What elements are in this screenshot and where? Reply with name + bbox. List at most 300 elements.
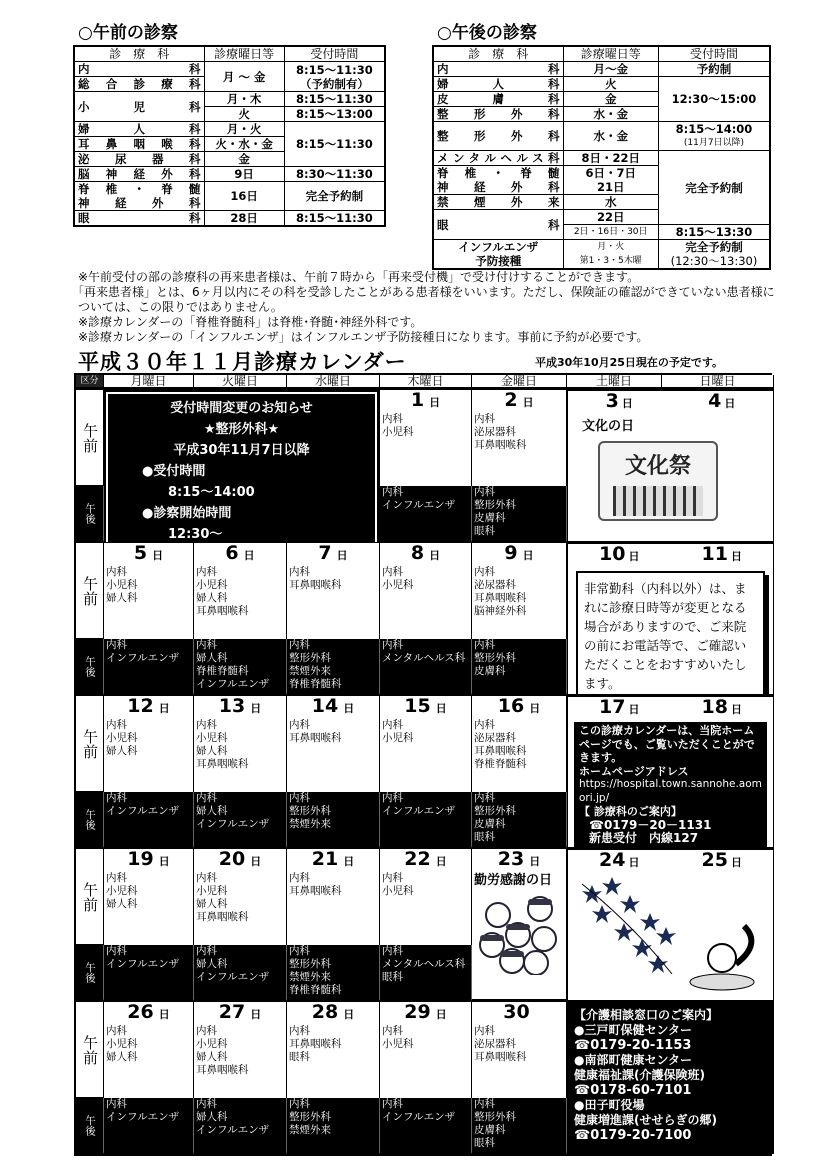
day-cell-am <box>287 695 380 792</box>
dept: 内科 <box>433 62 563 77</box>
am-department: 小児科 <box>106 579 138 591</box>
am-department: 眼科 <box>289 1051 310 1063</box>
day-number <box>289 1002 377 1025</box>
am-department: 内科 <box>289 719 310 731</box>
day-suffix: 日 <box>730 550 742 563</box>
pm-department: 脊椎脊髄科 <box>196 665 249 677</box>
am-department: 内科 <box>196 719 217 731</box>
day-cell-pm <box>472 792 567 848</box>
weekend-cell <box>567 389 774 542</box>
am-department: 耳鼻咽喉科 <box>289 1038 342 1050</box>
pm-department: インフルエンザ <box>382 805 456 817</box>
day-cell-am <box>380 848 472 945</box>
weekend-cell <box>567 848 774 1001</box>
am-department: 内科 <box>382 872 403 884</box>
day-number-value: 9 <box>504 542 518 564</box>
pm-department: インフルエンザ <box>382 499 456 511</box>
day-number <box>106 1002 191 1025</box>
day-suffix: 日 <box>435 855 447 868</box>
header-weekday: 火曜日 <box>194 375 287 389</box>
time: 8:15～13:00 <box>284 107 385 122</box>
day-cell-pm <box>104 639 194 695</box>
info-line: この診療カレンダーは、当院ホームページでも、ご覧いただくことができます。 <box>579 724 755 764</box>
am-department: 婦人科 <box>106 1051 138 1063</box>
day-number <box>474 1002 564 1025</box>
notice-callout <box>576 571 765 695</box>
am-department: 耳鼻咽喉科 <box>196 1064 249 1076</box>
info-line: ●三戸町保健センター <box>574 1023 692 1037</box>
day-number-value: 14 <box>311 695 339 717</box>
callout-text: 非常勤科（内科以外）は、まれに診療日時等が変更となる場合がありますので、ご来院の前にお電話等で、ご確認いただくことをおすすめいたします。 <box>584 581 747 691</box>
col-header: 診療曜日等 <box>204 46 284 62</box>
note: 「再来患者様」とは、6ヶ月以内にその科を受診したことがある患者様をいいます。ただし、保険証の確認ができていない患者様については、この限りではありません。 <box>72 285 775 314</box>
pm-department: 内科 <box>382 945 403 957</box>
days: 金 <box>204 152 284 167</box>
pm-department: 内科 <box>289 639 310 651</box>
pm-department: メンタルヘルス科 <box>382 958 466 970</box>
notice-box <box>104 389 380 542</box>
day-number <box>599 697 639 720</box>
day-cell-am <box>380 695 472 792</box>
day-number <box>196 696 284 719</box>
am-department: 耳鼻咽喉科 <box>474 439 527 451</box>
day-cell-pm <box>472 1098 567 1154</box>
weekend-dates <box>568 850 773 873</box>
pm-label: 午後 <box>76 1098 104 1154</box>
days: 月～金 <box>563 62 658 77</box>
day-cell-pm <box>380 1098 472 1154</box>
dept: 総合診療科 <box>74 77 204 92</box>
pm-department: 内科 <box>382 639 403 651</box>
pm-department: 内科 <box>289 1098 310 1110</box>
day-number-value: 22 <box>404 848 431 870</box>
pm-department: 皮膚科 <box>474 818 506 830</box>
am-department: 婦人科 <box>196 592 228 604</box>
days <box>563 166 658 195</box>
day-number-value: 19 <box>127 848 154 870</box>
am-department: 内科 <box>474 566 495 578</box>
day-suffix: 日 <box>250 1008 262 1021</box>
day-suffix: 日 <box>730 703 742 716</box>
pm-department: 内科 <box>196 639 217 651</box>
day-number <box>474 849 564 872</box>
culture-festival-text: 文化祭 <box>624 454 691 479</box>
am-department: 耳鼻咽喉科 <box>474 745 527 757</box>
pm-department: 整形外科 <box>289 805 331 817</box>
am-label: 午前 <box>76 1001 104 1098</box>
dept: 脳神経外科 <box>74 167 204 182</box>
pm-department: 内科 <box>196 1098 217 1110</box>
am-department: 内科 <box>382 566 403 578</box>
dept-line: 脊椎・脊髄 <box>78 182 201 196</box>
dept: 禁煙外来 <box>433 195 563 210</box>
weekend-cell <box>567 542 774 695</box>
day-number-value: 3 <box>605 390 619 412</box>
dept-line: 予防接種 <box>475 254 522 268</box>
day-cell-am <box>380 1001 472 1098</box>
days: 22日 <box>563 210 658 225</box>
dept: メンタルヘルス科 <box>433 151 563 166</box>
pm-department: 禁煙外来 <box>289 665 331 677</box>
am-department: 婦人科 <box>106 745 138 757</box>
am-department: 小児科 <box>106 732 138 744</box>
am-department: 婦人科 <box>196 1051 228 1063</box>
time: 8:15～13:30 <box>658 225 770 240</box>
day-suffix: 日 <box>158 1008 170 1021</box>
pm-department: インフルエンザ <box>196 818 270 830</box>
day-suffix: 日 <box>343 1008 355 1021</box>
pm-department: 内科 <box>474 486 495 498</box>
day-cell-am <box>104 542 194 639</box>
afternoon-schedule-table <box>432 45 771 270</box>
weekend-cell <box>567 1001 774 1154</box>
dept: 泌尿器科 <box>74 152 204 167</box>
info-line: ☎0179-20-1153 <box>574 1038 692 1053</box>
am-department: 内科 <box>106 872 127 884</box>
pm-department: 婦人科 <box>196 958 228 970</box>
days: 月 ～ 金 <box>204 62 284 92</box>
info-line: 【 診療科のご案内】 <box>579 805 682 818</box>
dept <box>433 166 563 195</box>
days-line: 21日 <box>596 180 625 194</box>
day-suffix: 日 <box>429 396 441 409</box>
day-number <box>702 544 742 567</box>
pm-department: 整形外科 <box>474 652 516 664</box>
day-number <box>106 543 191 566</box>
day-suffix: 日 <box>429 549 441 562</box>
am-department: 小児科 <box>382 579 414 591</box>
day-cell-holiday <box>472 848 567 1001</box>
time: 8:15～11:30 <box>284 211 385 227</box>
am-department: 小児科 <box>382 1038 414 1050</box>
day-suffix: 日 <box>250 855 262 868</box>
info-line: 健康増進課(せせらぎの郷) <box>574 1113 717 1127</box>
day-suffix: 日 <box>724 397 736 410</box>
care-consultation-info <box>574 1005 767 1143</box>
day-number-value: 11 <box>701 543 728 565</box>
day-cell-am <box>472 695 567 792</box>
pm-department: インフルエンザ <box>106 805 180 817</box>
day-cell-pm <box>194 1098 287 1154</box>
day-number <box>196 543 284 566</box>
days: 火 <box>204 107 284 122</box>
am-department: 内科 <box>106 1025 127 1037</box>
day-number-value: 20 <box>218 848 246 870</box>
weekend-dates <box>568 697 773 720</box>
pm-department: 禁煙外来 <box>289 1124 331 1136</box>
day-suffix: 日 <box>243 549 255 562</box>
pm-department: 整形外科 <box>474 1111 516 1123</box>
time: 完全予約制 <box>658 151 770 225</box>
day-cell-am <box>104 695 194 792</box>
day-cell-am <box>194 695 287 792</box>
pm-department: 眼科 <box>474 525 495 537</box>
day-number <box>382 1002 469 1025</box>
am-department: 内科 <box>474 719 495 731</box>
day-suffix: 日 <box>628 550 640 563</box>
day-number <box>106 849 191 872</box>
info-line: ●田子町役場 <box>574 1098 645 1112</box>
am-department: 内科 <box>289 566 310 578</box>
am-department: 婦人科 <box>106 898 138 910</box>
days-line: 第1・3・5木曜 <box>579 256 642 266</box>
homepage-info <box>574 722 767 848</box>
col-header: 受付時間 <box>658 46 770 62</box>
day-number <box>599 544 639 567</box>
dept-line: 神経外科 <box>78 196 201 210</box>
pm-department: 内科 <box>106 792 127 804</box>
days: 火・水・金 <box>204 137 284 152</box>
pm-department: メンタルヘルス科 <box>382 652 466 664</box>
day-suffix: 日 <box>158 702 170 715</box>
day-number-value: 8 <box>410 542 425 564</box>
day-number-value: 30 <box>503 1001 530 1023</box>
am-department: 小児科 <box>382 732 414 744</box>
am-department: 耳鼻咽喉科 <box>289 885 342 897</box>
day-suffix: 日 <box>152 549 164 562</box>
day-suffix: 日 <box>628 703 640 716</box>
am-department: 婦人科 <box>106 592 138 604</box>
dept-line: インフルエンザ <box>458 240 539 254</box>
days: 8日・22日 <box>563 151 658 166</box>
am-label: 午前 <box>76 695 104 792</box>
am-department: 婦人科 <box>196 898 228 910</box>
days-line: 6日・7日 <box>585 166 636 180</box>
calendar-as-of: 平成30年10月25日現在の予定です。 <box>535 356 724 369</box>
info-line: https://hospital.town.sannohe.aomori.jp/ <box>579 778 762 804</box>
time-note: (11月7日以降) <box>683 138 745 148</box>
day-number-value: 24 <box>599 849 626 871</box>
pm-department: 皮膚科 <box>474 512 506 524</box>
am-department: 耳鼻咽喉科 <box>289 732 342 744</box>
pm-department: 禁煙外来 <box>289 818 331 830</box>
day-number-value: 23 <box>497 848 525 870</box>
pm-department: 婦人科 <box>196 805 228 817</box>
pm-department: インフルエンザ <box>106 652 180 664</box>
day-cell-pm <box>194 639 287 695</box>
dept: 耳鼻咽喉科 <box>74 137 204 152</box>
day-cell-pm <box>380 945 472 1001</box>
dept: 整形外科 <box>433 122 563 151</box>
am-department: 小児科 <box>196 579 228 591</box>
am-department: 小児科 <box>196 885 228 897</box>
am-label: 午前 <box>76 389 104 486</box>
am-label: 午前 <box>76 542 104 639</box>
am-department: 内科 <box>196 566 217 578</box>
pm-department: 内科 <box>382 792 403 804</box>
pm-department: 皮膚科 <box>474 665 506 677</box>
day-number-value: 2 <box>504 389 518 411</box>
days <box>563 240 658 270</box>
header-weekday: 木曜日 <box>380 375 472 389</box>
day-cell-am <box>104 1001 194 1098</box>
day-suffix: 日 <box>435 1008 447 1021</box>
pm-department: 内科 <box>474 792 495 804</box>
note: ※午前受付の部の診療科の再来患者様は、午前７時から「再来受付機」で受け付けすることができます。 <box>78 270 640 284</box>
time <box>658 240 770 270</box>
dept <box>74 182 204 211</box>
day-suffix: 日 <box>522 549 534 562</box>
day-number <box>382 849 469 872</box>
col-header: 診療曜日等 <box>563 46 658 62</box>
info-line: ホームページアドレス <box>579 764 689 778</box>
day-suffix: 日 <box>435 702 447 715</box>
day-number <box>289 543 377 566</box>
weekend-cell <box>567 695 774 848</box>
day-number-value: 7 <box>318 542 332 564</box>
notice-line: 受付時間変更のお知らせ <box>170 401 313 416</box>
day-suffix: 日 <box>730 856 742 869</box>
calendar-title: 平成３０年１１月診療カレンダー <box>78 350 407 374</box>
morning-schedule-table <box>73 45 386 227</box>
days: 16日 <box>204 182 284 211</box>
time-text: 完全予約制 <box>685 240 743 254</box>
day-suffix: 日 <box>522 396 534 409</box>
am-department: 小児科 <box>382 426 414 438</box>
note: ※診療カレンダーの「脊椎脊髄科」は脊椎･脊髄･神経外科です。 <box>78 315 423 329</box>
dept: 婦人科 <box>433 77 563 92</box>
day-cell-am <box>194 848 287 945</box>
notice-line: ●診察開始時間 <box>142 506 232 521</box>
am-department: 耳鼻咽喉科 <box>474 592 527 604</box>
pm-department: インフルエンザ <box>106 1111 180 1123</box>
pm-department: インフルエンザ <box>196 1124 270 1136</box>
day-number-value: 21 <box>311 848 339 870</box>
notes <box>72 270 778 345</box>
dept-line: 脊椎・脊髄 <box>437 166 560 180</box>
pm-department: 整形外科 <box>289 958 331 970</box>
am-department: 内科 <box>106 719 127 731</box>
header-weekday: 水曜日 <box>287 375 380 389</box>
time-text: 8:15～14:00 <box>675 122 753 136</box>
dept: 婦人科 <box>74 122 204 137</box>
pm-department: 内科 <box>106 945 127 957</box>
note: ※診療カレンダーの「インフルエンザ」はインフルエンザ予防接種日になります。事前に予約が必要です。 <box>78 330 649 344</box>
pm-department: 眼科 <box>382 971 403 983</box>
time <box>658 122 770 151</box>
day-cell-pm <box>380 792 472 848</box>
day-number <box>474 543 564 566</box>
day-number <box>382 390 469 413</box>
holiday-name: 勤労感謝の日 <box>474 873 553 888</box>
day-number-value: 25 <box>701 849 728 871</box>
pm-department: インフルエンザ <box>196 971 270 983</box>
am-department: 内科 <box>289 1025 310 1037</box>
day-number <box>289 849 377 872</box>
am-department: 耳鼻咽喉科 <box>474 1051 527 1063</box>
am-department: 脳神経外科 <box>474 605 527 617</box>
day-number-value: 5 <box>133 542 148 564</box>
day-number-value: 6 <box>225 542 239 564</box>
pm-department: 内科 <box>196 792 217 804</box>
time: 12:30～15:00 <box>658 77 770 122</box>
am-department: 泌尿器科 <box>474 1038 516 1050</box>
dept: 内科 <box>74 62 204 77</box>
am-department: 耳鼻咽喉科 <box>196 911 249 923</box>
day-number <box>196 1002 284 1025</box>
header-category: 区分 <box>76 375 104 389</box>
header-weekday: 金曜日 <box>472 375 567 389</box>
am-department: 耳鼻咽喉科 <box>196 758 249 770</box>
day-cell-am <box>104 848 194 945</box>
pm-label: 午後 <box>76 945 104 1001</box>
am-department: 小児科 <box>196 732 228 744</box>
day-number-value: 29 <box>404 1001 431 1023</box>
pm-department: 内科 <box>289 792 310 804</box>
days: 水・金 <box>563 107 658 122</box>
notice-line: ★整形外科★ <box>203 422 280 437</box>
time-note: （予約制有） <box>299 76 369 91</box>
am-department: 小児科 <box>106 1038 138 1050</box>
am-label: 午前 <box>76 848 104 945</box>
day-cell-pm <box>380 639 472 695</box>
info-line: ☎0178-60-7101 <box>574 1083 692 1098</box>
day-number-value: 13 <box>218 695 246 717</box>
am-department: 泌尿器科 <box>474 732 516 744</box>
am-department: 内科 <box>382 1025 403 1037</box>
days: 金 <box>563 92 658 107</box>
day-cell-pm <box>287 945 380 1001</box>
pm-department: 内科 <box>382 1098 403 1110</box>
pm-department: 内科 <box>474 639 495 651</box>
info-line: 【介護相談窓口のご案内】 <box>574 1008 719 1022</box>
day-number <box>474 696 564 719</box>
day-number <box>106 696 191 719</box>
am-department: 小児科 <box>106 885 138 897</box>
day-number <box>702 697 742 720</box>
dept: 小児科 <box>74 92 204 122</box>
dept: 皮膚科 <box>433 92 563 107</box>
am-department: 小児科 <box>382 885 414 897</box>
reception-change-notice <box>106 392 377 551</box>
info-line: ☎0179－20－1131 <box>589 817 712 832</box>
day-cell-am <box>472 1001 567 1098</box>
pm-department: 脊椎脊髄科 <box>289 678 342 690</box>
pm-department: 婦人科 <box>196 652 228 664</box>
day-number <box>702 850 742 873</box>
day-cell-am <box>194 542 287 639</box>
time: 8:15～11:30 <box>284 92 385 107</box>
time: 8:30～11:30 <box>284 167 385 182</box>
pm-department: 内科 <box>382 486 403 498</box>
day-cell-am <box>287 1001 380 1098</box>
days: 火 <box>563 77 658 92</box>
info-line: ☎0179-20-7100 <box>574 1128 692 1143</box>
pm-label: 午後 <box>76 639 104 695</box>
am-department: 内科 <box>382 413 403 425</box>
day-number-value: 12 <box>127 695 154 717</box>
day-number-value: 26 <box>127 1001 154 1023</box>
day-number-value: 1 <box>410 389 425 411</box>
am-department: 泌尿器科 <box>474 426 516 438</box>
day-suffix: 日 <box>343 702 355 715</box>
notice-line: 8:15～14:00 <box>168 485 255 500</box>
header-weekday: 日曜日 <box>662 375 774 389</box>
pm-department: 内科 <box>196 945 217 957</box>
pm-label: 午後 <box>76 792 104 848</box>
pm-department: 内科 <box>289 945 310 957</box>
day-suffix: 日 <box>250 702 262 715</box>
building-icon <box>613 486 703 516</box>
day-number <box>196 849 284 872</box>
day-cell-pm <box>287 639 380 695</box>
time-text: 8:15～11:30 <box>295 62 373 77</box>
day-suffix: 日 <box>529 702 541 715</box>
dept: 整形外科 <box>433 107 563 122</box>
people-illustration <box>478 895 560 979</box>
header-weekday: 土曜日 <box>567 375 662 389</box>
time <box>284 62 385 92</box>
